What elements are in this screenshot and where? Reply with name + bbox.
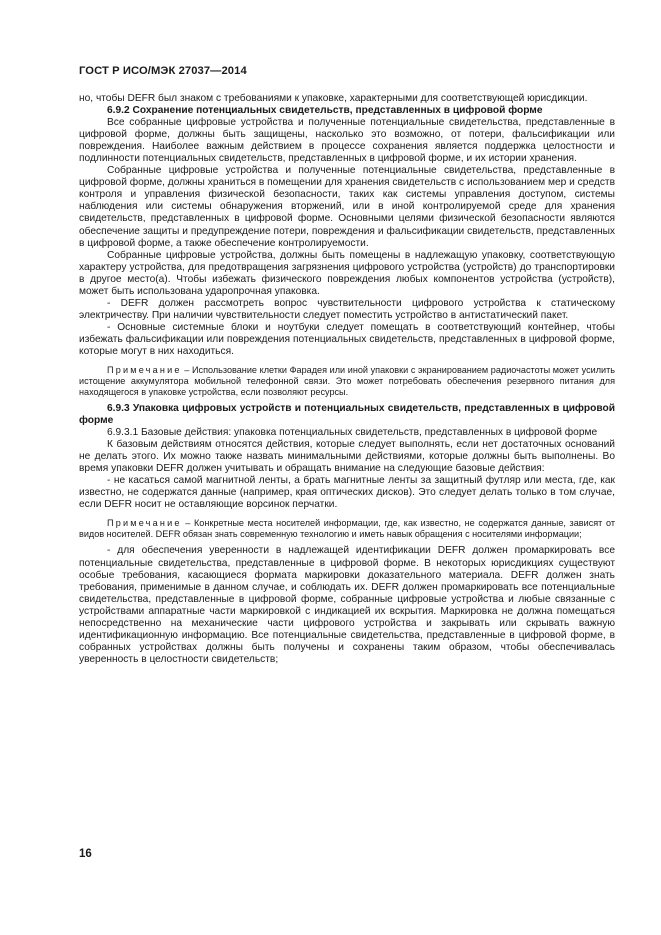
list-item: - не касаться самой магнитной ленты, а брать магнитные ленты за защитный футляр или места, где, как известно, не содержатся данные (например, края оптических дисков). Это следует делать только в том случае, если DEFR носит не оставляющие ворсинок перчатки. [79,475,615,511]
note [79,518,615,540]
note [79,365,615,398]
paragraph: Собранные цифровые устройства и полученные потенциальные свидетельства, представленные в цифровой форме, должны храниться в помещении для хранения свидетельств с использованием мер и средств контроля и управления физической безопасности, таких как системы управления доступом, системы наблюдения или системы обнаружения вторжений, или в иной контролируемой среде для хранения свидетельств, представленных в цифровой форме. Основными целями физической безопасности являются обеспечение защиты и предупреждение потери, повреждения и фальсификации свидетельств, представленных в цифровой форме, а также обеспечение контролируемости. [79,165,615,249]
note-label: Примечание [107,365,182,376]
page-body [79,93,615,666]
note-text: – Конкретные места носителей информации, где, как известно, не содержатся данные, зависят от видов носителей. DEFR обязан знать современную технологию и иметь навык обращения с носителями информации; [79,518,615,540]
list-item: - для обеспечения уверенности в надлежащей идентификации DEFR должен промаркировать все потенциальные свидетельства, представленные в цифровой форме. В некоторых юрисдикциях существуют особые требования, касающиеся формата маркировки доказательного материала. DEFR должен знать требования, применимые в данном случае, и соблюдать их. DEFR должен промаркировать все потенциальные свидетельства, представленные в цифровой форме, собранные цифровые устройства и любые связанные с устройствами аппаратные части маркировкой с индикацией их вскрытия. Маркировка не должна помещаться непосредственно на механические части цифрового устройства и закрывать или скрывать важную идентификационную информацию. Все потенциальные свидетельства, представленные в цифровой форме, в собранных устройствах должны быть получены и сохранены таким образом, чтобы обеспечивалась уверенность в целостности свидетельств; [79,545,615,665]
paragraph: Собранные цифровые устройства, должны быть помещены в надлежащую упаковку, соответствующую характеру устройства, для предотвращения загрязнения цифрового устройства (устройств) до транспортировки в другое место(а). Чтобы избежать физического повреждения любых компонентов устройства (устройств), может быть использована ударопрочная упаковка. [79,249,615,297]
paragraph: Все собранные цифровые устройства и полученные потенциальные свидетельства, представленные в цифровой форме, должны быть защищены, насколько это возможно, от потери, фальсификации или повреждения. Наиболее важным действием в процессе сохранения является поддержка целостности и подлинности потенциальных свидетельств, представленных в цифровой форме, и их истории хранения. [79,117,615,165]
list-item: - DEFR должен рассмотреть вопрос чувствительности цифрового устройства к статическому электричеству. При наличии чувствительности следует поместить устройство в антистатический пакет. [79,297,615,321]
page-number: 16 [79,848,92,860]
section-heading: 6.9.2 Сохранение потенциальных свидетельств, представленных в цифровой форме [107,105,543,117]
document-header: ГОСТ Р ИСО/МЭК 27037—2014 [79,65,247,77]
section-heading: 6.9.3 Упаковка цифровых устройств и потенциальных свидетельств, представленных в цифровой форме [79,403,615,427]
note-label: Примечание [107,518,182,529]
paragraph: К базовым действиям относятся действия, которые следует выполнять, если нет достаточных оснований не делать этого. Их можно также назвать минимальными действиями, которые должны быть выполнены. Во время упаковки DEFR должен учитывать и обращать внимание на следующие базовые действия: [79,439,615,475]
subsection-heading: 6.9.3.1 Базовые действия: упаковка потенциальных свидетельств, представленных в цифровой форме [107,427,598,439]
paragraph: но, чтобы DEFR был знаком с требованиями к упаковке, характерными для соответствующей юрисдикции. [79,93,588,104]
note-text: – Использование клетки Фарадея или иной упаковки с экранированием радиочастоты может усилить истощение аккумулятора мобильной телефонной связи. Это может потребовать обеспечения резервного питания для находящегося в упаковке устройства, если позволяют ресурсы. [79,365,615,398]
list-item: - Основные системные блоки и ноутбуки следует помещать в соответствующий контейнер, чтобы избежать фальсификации или повреждения потенциальных свидетельств, представленных в цифровой форме, которые могут в них находиться. [79,321,615,357]
